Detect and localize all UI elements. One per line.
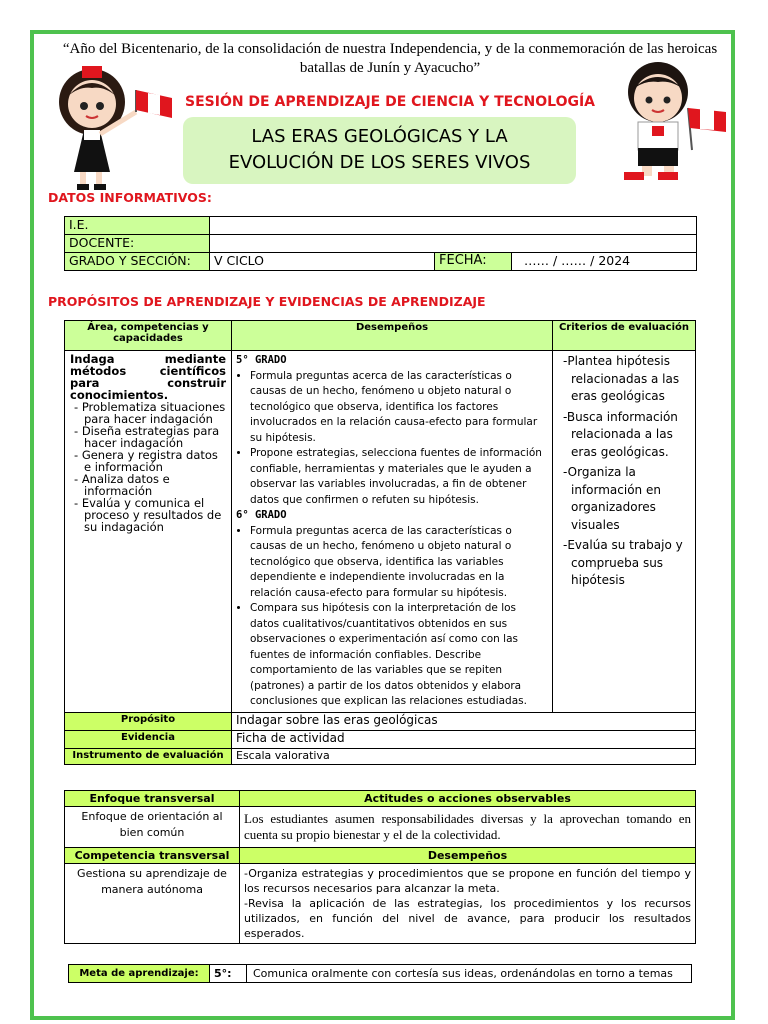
fecha-value: …… / …… / 2024 [512, 253, 697, 271]
ie-label: I.E. [65, 217, 210, 235]
proposito-value: Indagar sobre las eras geológicas [232, 712, 696, 730]
grado6-label: 6° GRADO [236, 509, 287, 521]
proposito-label: Propósito [65, 712, 232, 730]
grado-value: V CICLO [210, 253, 435, 271]
instrumento-value: Escala valorativa [232, 748, 696, 764]
desempenos-header: Desempeños [240, 848, 696, 864]
col-criterios-header: Criterios de evaluación [553, 321, 696, 351]
competencia-transversal-header: Competencia transversal [65, 848, 240, 864]
col-area-header: Área, competencias y capacidades [65, 321, 232, 351]
criterio-item: - Organiza la información en organizadores visuales [571, 464, 691, 534]
meta-grade: 5°: [210, 965, 247, 983]
desempeno-item: • Formula preguntas acerca de las características o causas de un hecho, fenómeno u objeto natural o tecnológico que observa, identifica los factores involucrados en la relación causa-efecto para formular su hipótesis. [250, 369, 548, 447]
criterio-item: - Evalúa su trabajo y comprueba sus hipótesis [571, 537, 691, 590]
capacidad-item: - Diseña estrategias para hacer indagación [84, 425, 226, 449]
capacidades-cell [65, 351, 232, 713]
desempeno-line: -Organiza estrategias y procedimientos que se propone en función del tiempo y los recursos necesarios para alcanzar la meta. [244, 867, 691, 895]
evidencia-value: Ficha de actividad [232, 730, 696, 748]
info-table [64, 216, 697, 271]
enfoque-header: Enfoque transversal [65, 791, 240, 807]
criterios-cell [553, 351, 696, 713]
desempeno-line: -Revisa la aplicación de las estrategias, los procedimientos y los recursos utilizados, en función del nivel de avance, para producir los resultados esperados. [244, 897, 691, 940]
capacidad-item: - Genera y registra datos e información [84, 449, 226, 473]
main-title-line2: EVOLUCIÓN DE LOS SERES VIVOS [228, 152, 531, 173]
col-desempenos-header: Desempeños [232, 321, 553, 351]
year-motto: “Año del Bicentenario, de la consolidación de nuestra Independencia, y de la conmemoración de las heroicas batallas de Junín y Ayacucho” [62, 41, 718, 76]
girl-illustration [44, 60, 174, 195]
desempeno-item: • Compara sus hipótesis con la interpretación de los datos cualitativos/cuantitativos obtenidos en sus observaciones o experimentación así como con las fuentes de información confiables. Describe comportamiento de las variables que se repiten (patrones) a partir de los datos obtenidos y elabora conclusiones que explican las relaciones estudiadas. [250, 601, 548, 710]
enfoque-value: Enfoque de orientación al bien común [65, 807, 240, 848]
desempeno-item: • Propone estrategias, selecciona fuentes de información confiable, herramientas y materiales que le ayuden a observar las variables involucradas, a fin de obtener datos que confirmen o refuten su hipótesis. [250, 446, 548, 508]
meta-label: Meta de aprendizaje: [69, 965, 210, 983]
competencia-text: Indaga mediante métodos científicos para construir conocimientos. [70, 352, 226, 402]
criterio-item: - Busca información relacionada a las eras geológicas. [571, 409, 691, 462]
docente-label: DOCENTE: [65, 235, 210, 253]
desempeno-item: • Formula preguntas acerca de las características o causas de un hecho, fenómeno u objeto natural o tecnológico que observa, identifica las variables dependiente e independiente involucradas en la relación causa-efecto para formular su hipótesis. [250, 524, 548, 602]
fecha-label: FECHA: [435, 253, 512, 271]
propositos-table [64, 320, 696, 765]
docente-value [210, 235, 697, 253]
capacidad-item: - Evalúa y comunica el proceso y resultados de su indagación [84, 497, 226, 533]
meta-value: Comunica oralmente con cortesía sus ideas, ordenándolas en torno a temas [247, 965, 692, 983]
grado5-label: 5° GRADO [236, 354, 287, 366]
desempenos-value [240, 864, 696, 944]
grado-label: GRADO Y SECCIÓN: [65, 253, 210, 271]
actitudes-header: Actitudes o acciones observables [240, 791, 696, 807]
evidencia-label: Evidencia [65, 730, 232, 748]
propositos-header: PROPÓSITOS DE APRENDIZAJE Y EVIDENCIAS DE APRENDIZAJE [48, 294, 486, 309]
desempenos-cell [232, 351, 553, 713]
main-title-line1: LAS ERAS GEOLÓGICAS Y LA [251, 126, 508, 147]
capacidad-item: - Problematiza situaciones para hacer indagación [84, 401, 226, 425]
ie-value [210, 217, 697, 235]
main-title-box [183, 117, 576, 184]
session-title: SESIÓN DE APRENDIZAJE DE CIENCIA Y TECNOLOGÍA [185, 94, 595, 110]
competencia-transversal-value: Gestiona su aprendizaje de manera autónoma [65, 864, 240, 944]
criterio-item: - Plantea hipótesis relacionadas a las eras geológicas [571, 353, 691, 406]
enfoque-table [64, 790, 696, 944]
boy-illustration [598, 60, 728, 185]
capacidad-item: - Analiza datos e información [84, 473, 226, 497]
instrumento-label: Instrumento de evaluación [65, 748, 232, 764]
datos-header: DATOS INFORMATIVOS: [48, 190, 212, 205]
meta-table [68, 964, 692, 983]
actitudes-value: Los estudiantes asumen responsabilidades diversas y la aprovechan tomando en cuenta su propio bienestar y el de la colectividad. [240, 807, 696, 848]
